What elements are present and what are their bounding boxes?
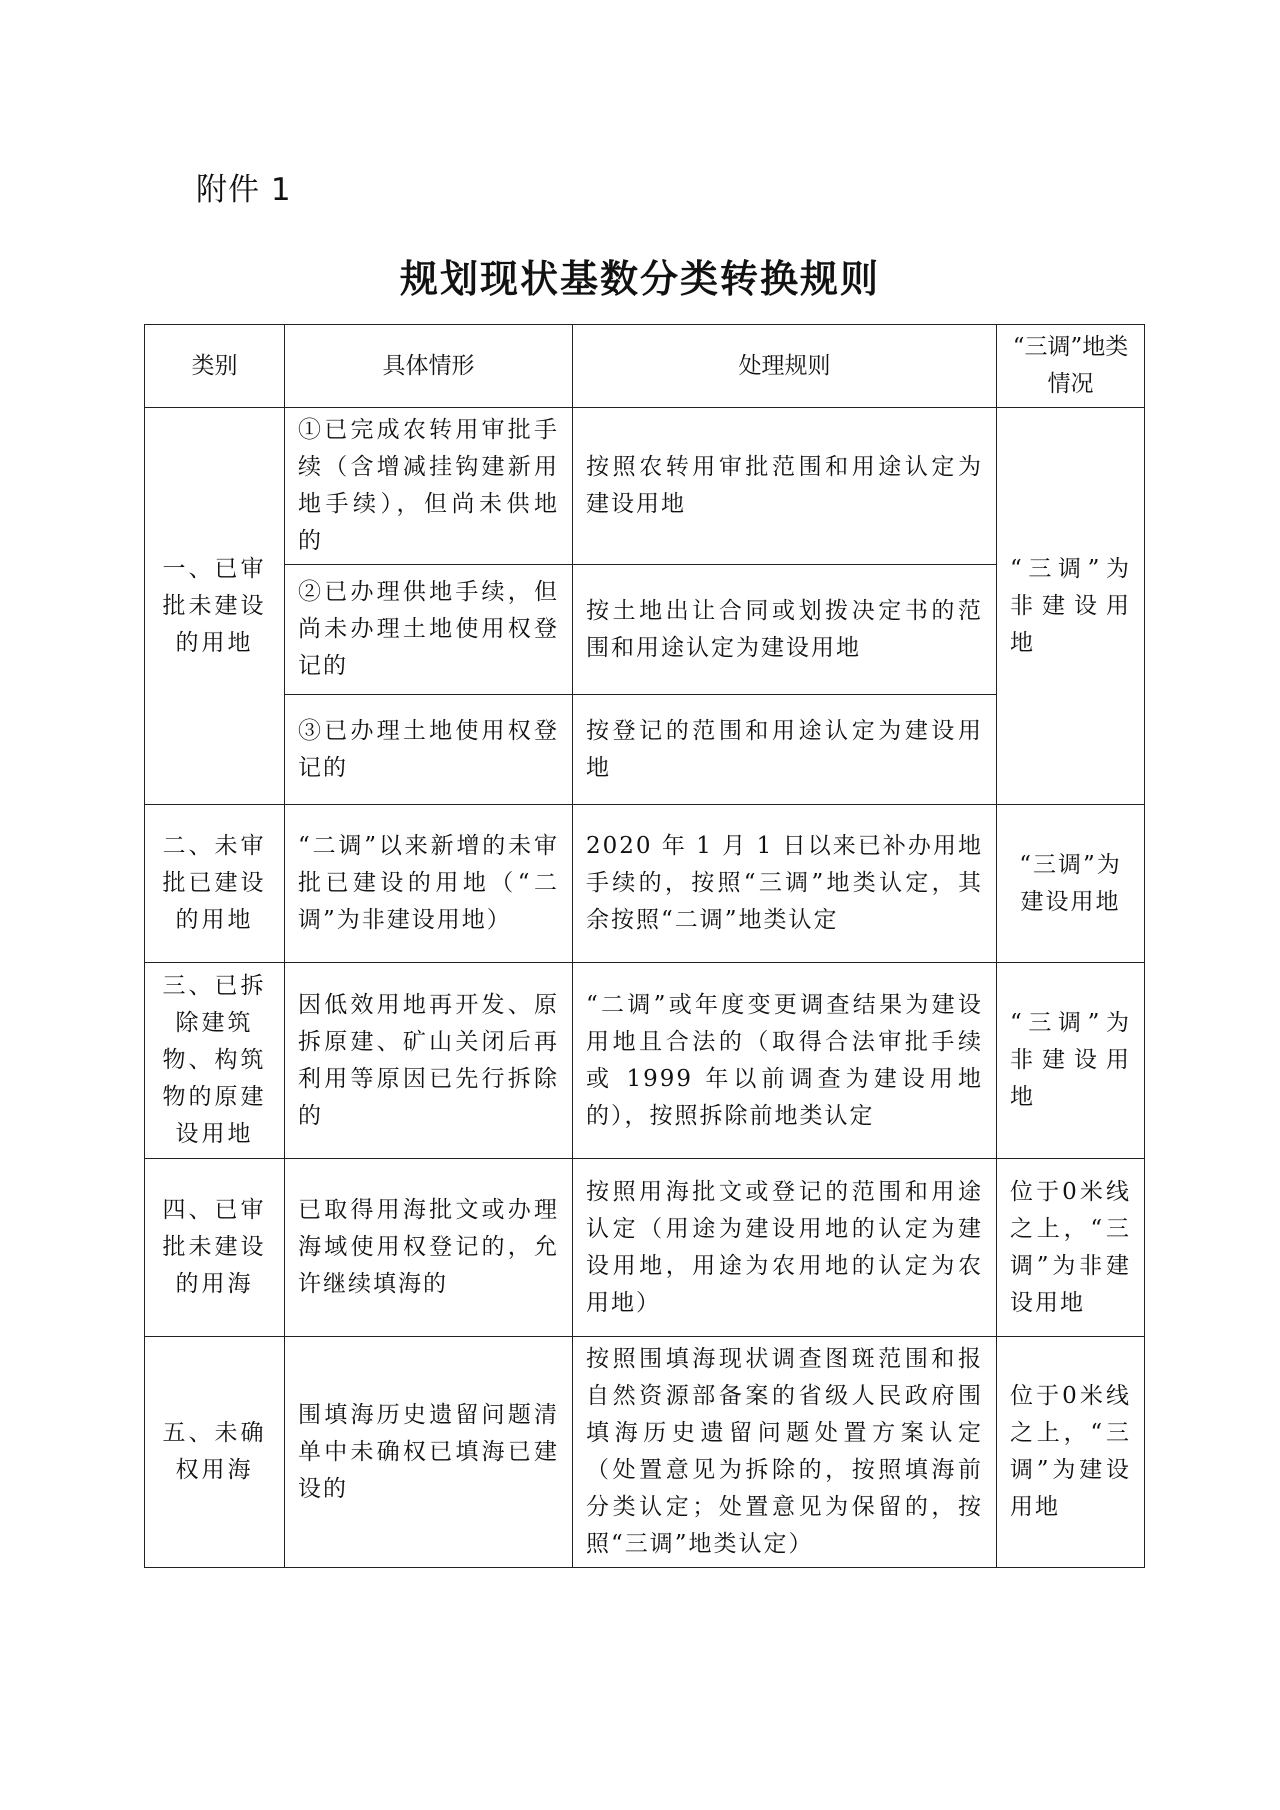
attachment-label: 附件 1 [196,172,292,208]
rule-cell: 按照用海批文或登记的范围和用途认定（用途为建设用地的认定为建设用地，用途为农用地的认定为农用地） [573,1159,997,1337]
table-row [145,1159,1145,1337]
situation-cell: 围填海历史遗留问题清单中未确权已填海已建设的 [285,1337,573,1568]
rule-cell: 按照农转用审批范围和用途认定为建设用地 [573,408,997,565]
header-row [145,325,1145,408]
rule-cell: “二调”或年度变更调查结果为建设用地且合法的（取得合法审批手续或 1999 年以前调查为建设用地的），按照拆除前地类认定 [573,963,997,1159]
category-cell: 四、已审批未建设的用海 [145,1159,285,1337]
header-status: “三调”地类情况 [997,325,1145,408]
category-cell: 二、未审批已建设的用地 [145,805,285,963]
table-row [145,1337,1145,1568]
situation-cell: 已取得用海批文或办理海域使用权登记的，允许继续填海的 [285,1159,573,1337]
table-row [145,805,1145,963]
header-situation: 具体情形 [285,325,573,408]
rule-cell: 按照围填海现状调查图斑范围和报自然资源部备案的省级人民政府围填海历史遗留问题处置方案认定（处置意见为拆除的，按照填海前分类认定；处置意见为保留的，按照“三调”地类认定） [573,1337,997,1568]
conversion-rules-table [144,324,1145,1568]
document-title: 规划现状基数分类转换规则 [399,257,880,301]
situation-cell: 因低效用地再开发、原拆原建、矿山关闭后再利用等原因已先行拆除的 [285,963,573,1159]
status-cell: “三调”为非建设用地 [997,963,1145,1159]
category-cell: 一、已审批未建设的用地 [145,408,285,805]
rule-cell: 按土地出让合同或划拨决定书的范围和用途认定为建设用地 [573,565,997,695]
table-row [145,565,1145,695]
situation-cell: ②已办理供地手续，但尚未办理土地使用权登记的 [285,565,573,695]
status-cell: 位于0米线之上，“三调”为非建设用地 [997,1159,1145,1337]
header-category: 类别 [145,325,285,408]
rule-cell: 2020 年 1 月 1 日以来已补办用地手续的，按照“三调”地类认定，其余按照“二调”地类认定 [573,805,997,963]
table-row [145,963,1145,1159]
table-row [145,695,1145,805]
status-cell: “三调”为非建设用地 [997,408,1145,805]
situation-cell: ①已完成农转用审批手续（含增减挂钩建新用地手续），但尚未供地的 [285,408,573,565]
table-row [145,408,1145,565]
rule-cell: 按登记的范围和用途认定为建设用地 [573,695,997,805]
status-cell: 位于0米线之上，“三调”为建设用地 [997,1337,1145,1568]
status-cell: “三调”为建设用地 [997,805,1145,963]
situation-cell: “二调”以来新增的未审批已建设的用地（“二调”为非建设用地） [285,805,573,963]
header-rule: 处理规则 [573,325,997,408]
situation-cell: ③已办理土地使用权登记的 [285,695,573,805]
category-cell: 五、未确权用海 [145,1337,285,1568]
category-cell: 三、已拆除建筑物、构筑物的原建设用地 [145,963,285,1159]
